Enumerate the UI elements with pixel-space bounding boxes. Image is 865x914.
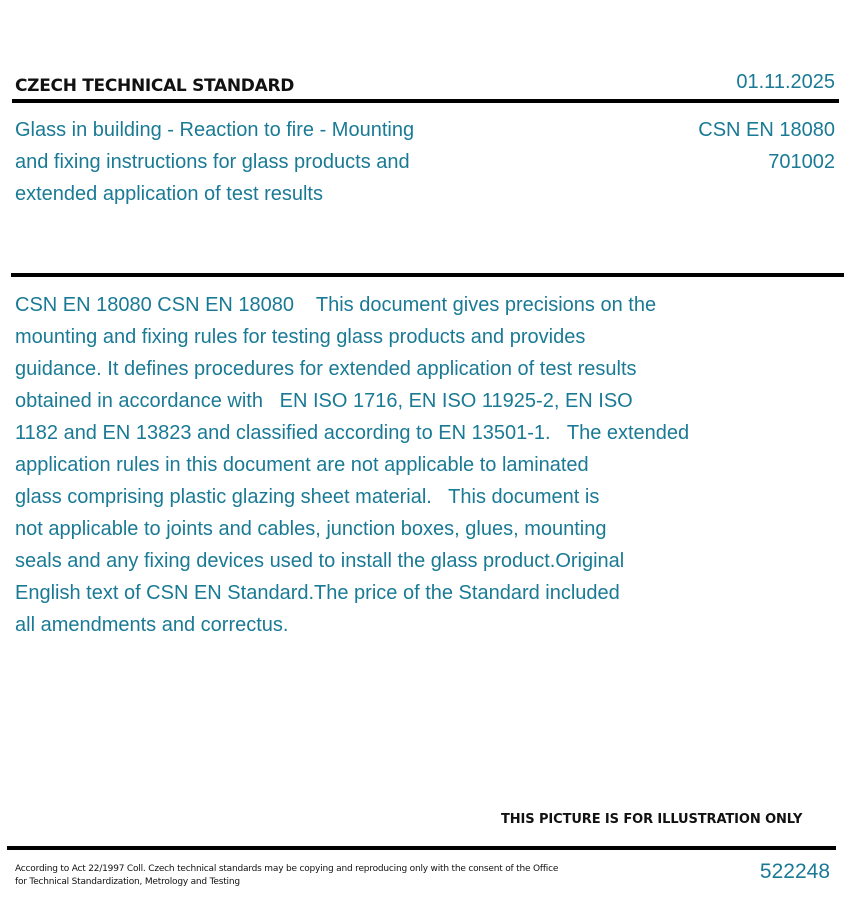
title-line: Glass in building - Reaction to fire - Mounting — [15, 119, 415, 141]
description-line: seals and any fixing devices used to install the glass product.Original — [15, 550, 625, 572]
legal-notice — [15, 863, 558, 889]
document-title — [15, 114, 475, 210]
classification-number: 701002 — [768, 151, 835, 173]
standard-codes — [698, 114, 835, 178]
description-line: glass comprising plastic glazing sheet material. This document is — [15, 486, 600, 508]
publication-date: 01.11.2025 — [736, 71, 835, 93]
description-line: application rules in this document are not applicable to laminated — [15, 454, 589, 476]
title-line: and fixing instructions for glass products and — [15, 151, 410, 173]
title-divider — [11, 273, 844, 277]
footer-divider — [7, 846, 836, 850]
description-line: 1182 and EN 13823 and classified according to EN 13501-1. The extended — [15, 422, 690, 444]
description-line: mounting and fixing rules for testing glass products and provides — [15, 326, 586, 348]
catalog-number: 522248 — [759, 860, 830, 883]
document-description — [15, 289, 689, 641]
description-line: obtained in accordance with EN ISO 1716, EN ISO 11925-2, EN ISO — [15, 390, 633, 412]
legal-line: According to Act 22/1997 Coll. Czech technical standards may be copying and reproducing only with the consent of the Office — [15, 864, 559, 874]
legal-line: for Technical Standardization, Metrology and Testing — [15, 877, 240, 887]
illustration-note: THIS PICTURE IS FOR ILLUSTRATION ONLY — [501, 812, 803, 827]
description-line: not applicable to joints and cables, junction boxes, glues, mounting — [15, 518, 607, 540]
description-line: guidance. It defines procedures for extended application of test results — [15, 358, 637, 380]
title-line: extended application of test results — [15, 183, 323, 205]
header-divider — [12, 99, 839, 103]
standard-code: CSN EN 18080 — [698, 119, 835, 141]
description-line: English text of CSN EN Standard.The price of the Standard included — [15, 582, 620, 604]
standard-label: CZECH TECHNICAL STANDARD — [15, 76, 295, 96]
description-line: all amendments and correctus. — [15, 614, 289, 636]
description-line: CSN EN 18080 CSN EN 18080 This document gives precisions on the — [15, 294, 657, 316]
